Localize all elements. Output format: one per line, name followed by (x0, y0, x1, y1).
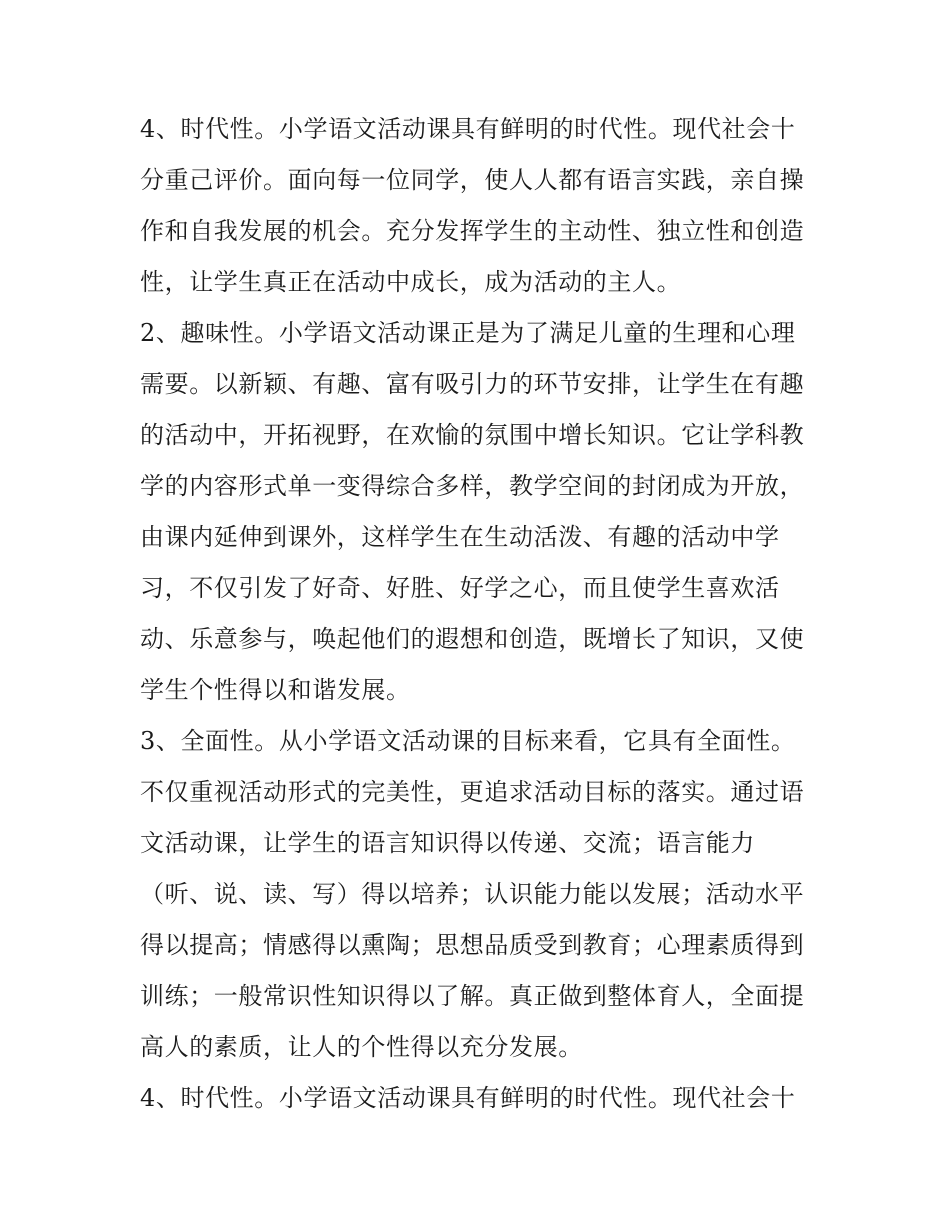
text-line: 训练；一般常识性知识得以了解。真正做到整体育人，全面提 (140, 982, 805, 1010)
text-line: 3、全面性。从小学语文活动课的目标来看，它具有全面性。 (140, 727, 796, 755)
paragraph-interest (140, 308, 830, 716)
text-line: 文活动课，让学生的语言知识得以传递、交流；语言能力 (140, 829, 755, 857)
text-line: （听、说、读、写）得以培养；认识能力能以发展；活动水平 (140, 880, 805, 908)
text-line: 需要。以新颖、有趣、富有吸引力的环节安排，让学生在有趣 (140, 370, 805, 398)
text-line: 作和自我发展的机会。充分发挥学生的主动性、独立性和创造 (140, 217, 805, 245)
text-line: 4、时代性。小学语文活动课具有鲜明的时代性。现代社会十 (140, 115, 796, 143)
paragraph-comprehensiveness (140, 716, 830, 1073)
text-line: 得以提高；情感得以熏陶；思想品质受到教育；心理素质得到 (140, 931, 805, 959)
text-line: 的活动中，开拓视野，在欢愉的氛围中增长知识。它让学科教 (140, 421, 805, 449)
text-line: 分重己评价。面向每一位同学，使人人都有语言实践，亲自操 (140, 166, 805, 194)
paragraph-modernity (140, 104, 830, 308)
text-line: 2、趣味性。小学语文活动课正是为了满足儿童的生理和心理 (140, 319, 796, 347)
document-body (140, 104, 830, 1124)
text-line: 学的内容形式单一变得综合多样，教学空间的封闭成为开放， (140, 472, 805, 500)
text-line: 4、时代性。小学语文活动课具有鲜明的时代性。现代社会十 (140, 1084, 796, 1112)
text-line: 高人的素质，让人的个性得以充分发展。 (140, 1033, 583, 1061)
text-line: 不仅重视活动形式的完美性，更追求活动目标的落实。通过语 (140, 778, 805, 806)
text-line: 动、乐意参与，唤起他们的遐想和创造，既增长了知识，又使 (140, 625, 805, 653)
text-line: 性，让学生真正在活动中成长，成为活动的主人。 (140, 268, 682, 296)
paragraph-modernity-repeat (140, 1073, 830, 1124)
text-line: 习，不仅引发了好奇、好胜、好学之心，而且使学生喜欢活 (140, 574, 780, 602)
text-line: 学生个性得以和谐发展。 (140, 676, 411, 704)
text-line: 由课内延伸到课外，这样学生在生动活泼、有趣的活动中学 (140, 523, 780, 551)
